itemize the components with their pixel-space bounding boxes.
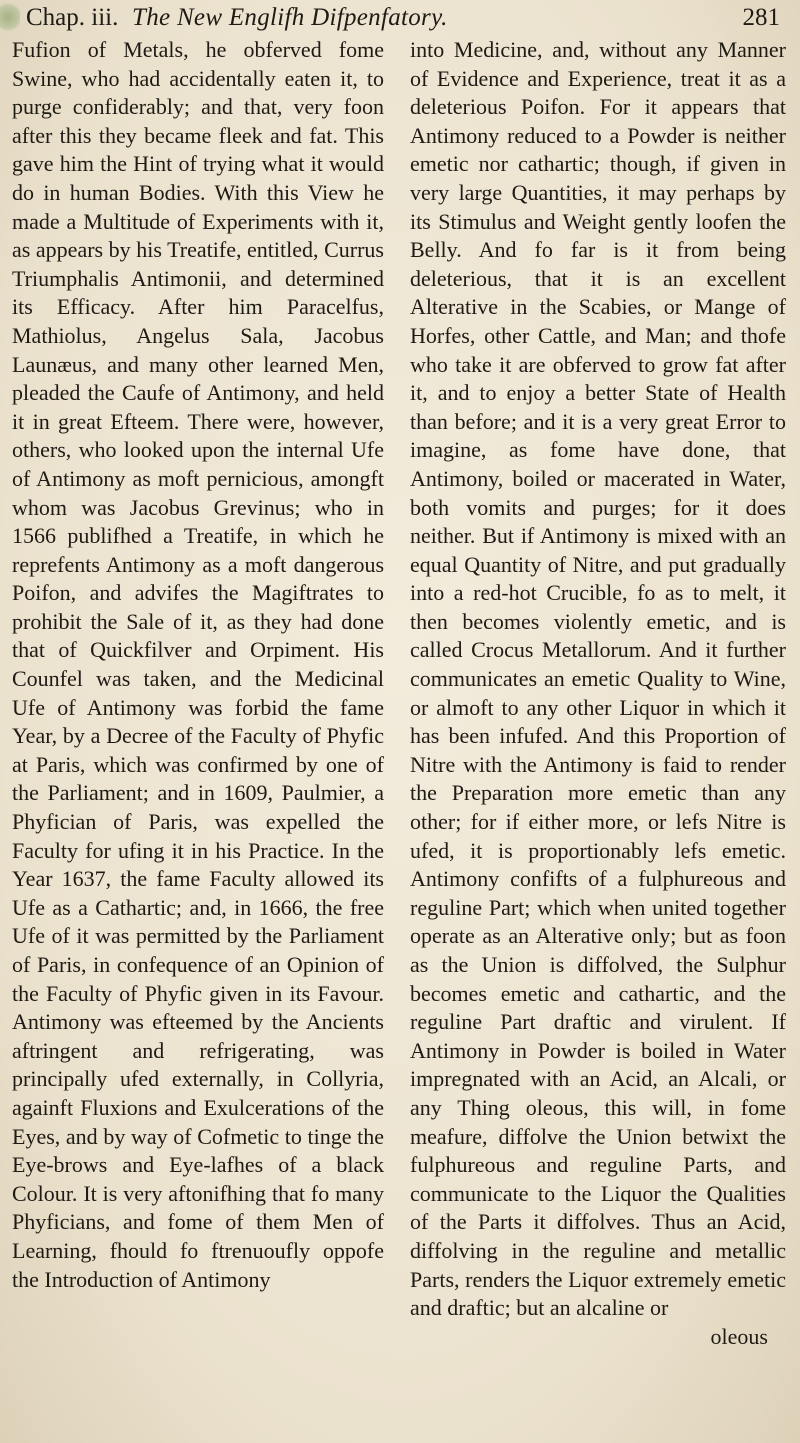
page-number: 281: [742, 4, 780, 31]
right-column-text: into Medicine, and, without any Manner of Evidence and Experience, treat it as a deleterious Poifon. For it appears that Antimony reduced to a Powder is neither emetic nor cathartic; though, if given in very large Quantities, it may perhaps by its Stimulus and Weight gently loofen the Belly. And fo far is it from being deleterious, that it is an excellent Alterative in the Scabies, or Mange of Horfes, other Cattle, and Man; and thofe who take it are obferved to grow fat after it, and to enjoy a better State of Health than before; and it is a very great Error to imagine, as fome have done, that Antimony, boiled or macerated in Water, both vomits and purges; for it does neither. But if Antimony is mixed with an equal Quantity of Nitre, and put gradually into a red-hot Crucible, fo as to melt, it then becomes violently emetic, and is called Crocus Metallorum. And it further communicates an emetic Quality to Wine, or almoft to any other Liquor in which it has been infufed. And this Proportion of Nitre with the Antimony is faid to render the Preparation more emetic than any other; for if either more, or lefs Nitre is ufed, it is proportionably lefs emetic. Antimony confifts of a fulphureous and reguline Part; which when united together operate as an Alterative only; but as foon as the Union is diffolved, the Sulphur becomes emetic and cathartic, and the reguline Part draftic and virulent. If Antimony in Powder is boiled in Water impregnated with an Acid, an Alcali, or any Thing oleous, this will, in fome meafure, diffolve the Union betwixt the fulphureous and reguline Parts, and communicate to the Liquor the Qualities of the Parts it diffolves. Thus an Acid, diffolving in the reguline and metallic Parts, renders the Liquor extremely emetic and draftic; but an alcaline or: [410, 37, 786, 1321]
running-header: [0, 0, 800, 36]
catchword: oleous: [710, 1323, 768, 1349]
right-column: [410, 36, 786, 1351]
left-column-text: Fufion of Metals, he obferved fome Swine, who had accidentally eaten it, to purge confiderably; and that, very foon after this they became fleek and fat. This gave him the Hint of trying what it would do in human Bodies. With this View he made a Multitude of Experiments with it, as appears by his Treatife, entitled, Currus Triumphalis Antimonii, and determined its Efficacy. After him Paracelfus, Mathiolus, Angelus Sala, Jacobus Launæus, and many other learned Men, pleaded the Caufe of Antimony, and held it in great Efteem. There were, however, others, who looked upon the internal Ufe of Antimony as moft pernicious, amongft whom was Jacobus Grevinus; who in 1566 publifhed a Treatife, in which he reprefents Antimony as a moft dangerous Poifon, and advifes the Magiftrates to prohibit the Sale of it, as they had done that of Quickfilver and Orpiment. His Counfel was taken, and the Medicinal Ufe of Antimony was forbid the fame Year, by a Decree of the Faculty of Phyfic at Paris, which was confirmed by one of the Parliament; and in 1609, Paulmier, a Phyfician of Paris, was expelled the Faculty for ufing it in his Practice. In the Year 1637, the fame Faculty allowed its Ufe as a Cathartic; and, in 1666, the free Ufe of it was permitted by the Parliament of Paris, in confequence of an Opinion of the Faculty of Phyfic given in its Favour. Antimony was efteemed by the Ancients aftringent and refrigerating, was principally ufed externally, in Collyria, againft Fluxions and Exulcerations of the Eyes, and by way of Cofmetic to tinge the Eye-brows and Eye-lafhes of a black Colour. It is very aftonifhing that fo many Phyficians, and fome of them Men of Learning, fhould fo ftrenuoufly oppofe the Introduction of Antimony: [12, 37, 384, 1292]
running-title: The New Englifh Difpenfatory.: [132, 4, 448, 31]
chapter-label: Chap. iii.: [26, 4, 119, 31]
left-column: [12, 36, 384, 1294]
